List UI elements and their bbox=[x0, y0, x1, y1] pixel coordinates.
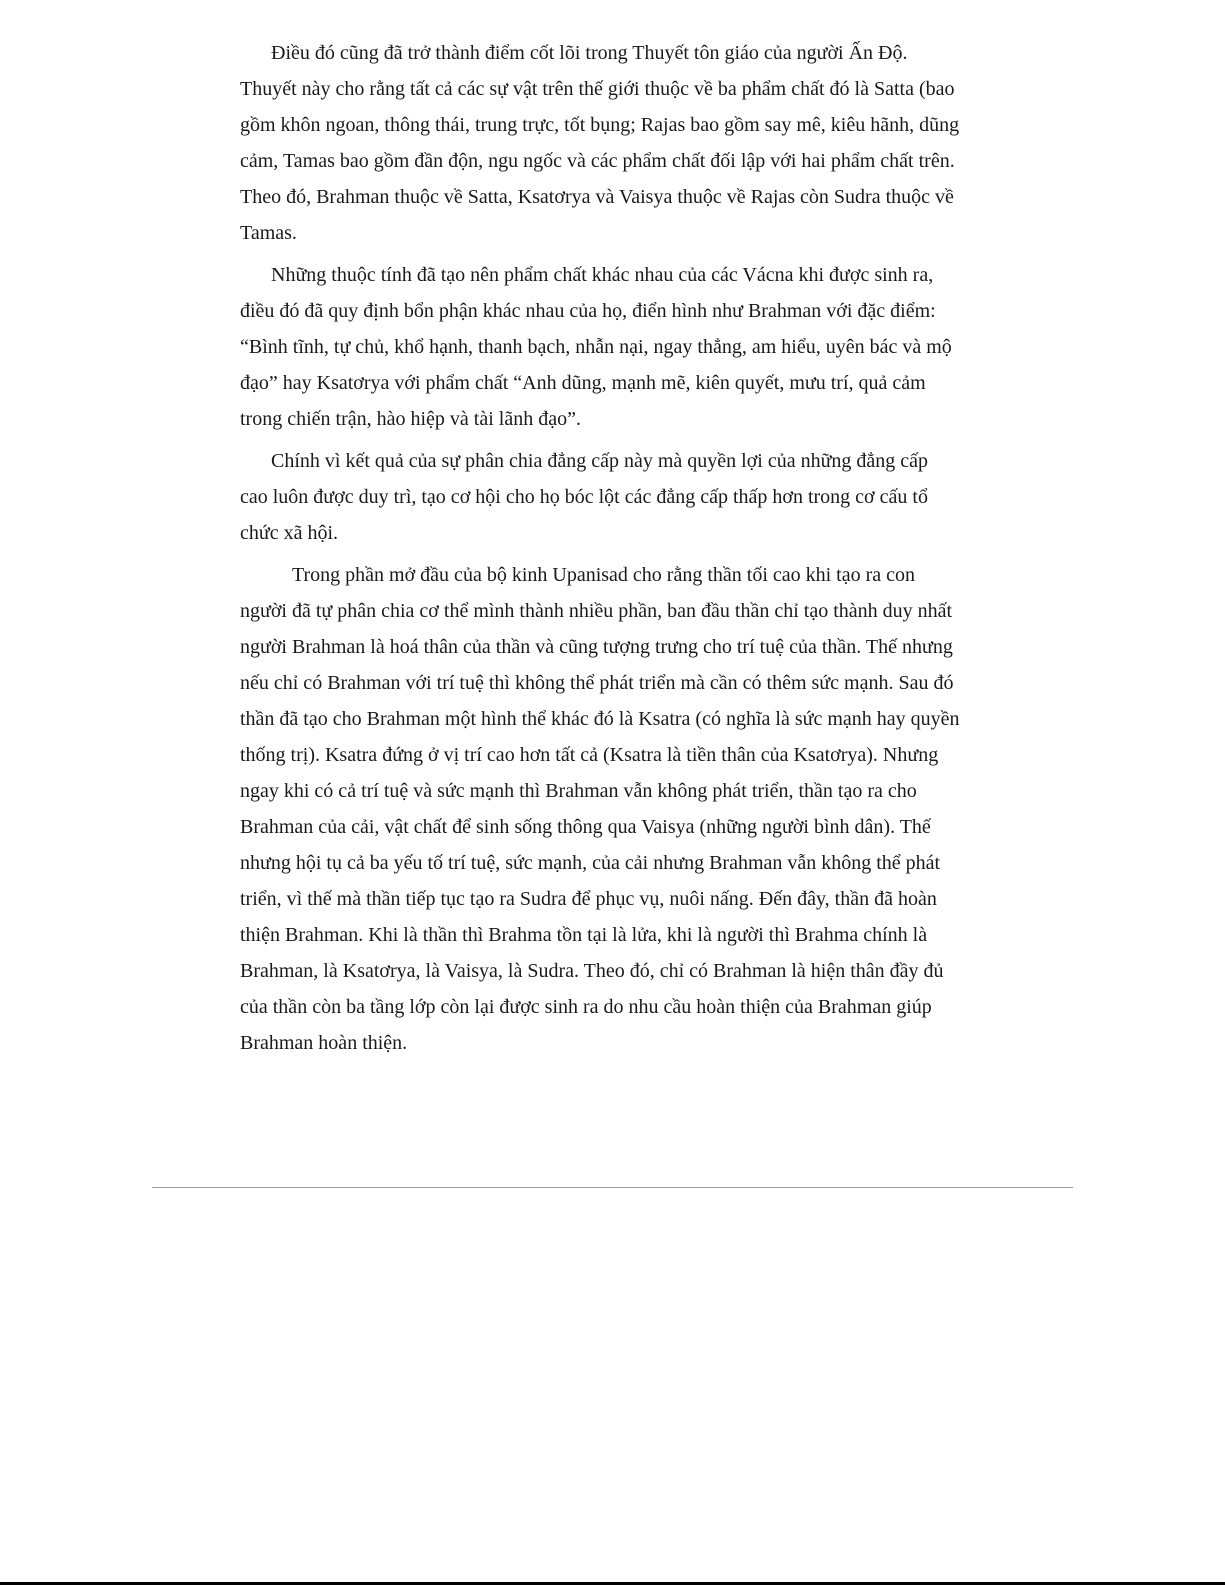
text-line: thần đã tạo cho Brahman một hình thể khác đó là Ksatra (có nghĩa là sức mạnh hay quyền bbox=[240, 708, 960, 730]
text-line: gồm khôn ngoan, thông thái, trung trực, tốt bụng; Rajas bao gồm say mê, kiêu hãnh, dũng bbox=[240, 114, 960, 136]
text-line: Thuyết này cho rằng tất cả các sự vật trên thế giới thuộc về ba phẩm chất đó là Satta (bao bbox=[240, 78, 955, 100]
text-line: nếu chỉ có Brahman với trí tuệ thì không thể phát triển mà cần có thêm sức mạnh. Sau đó bbox=[240, 672, 954, 694]
document-body bbox=[240, 35, 1000, 1061]
text-line: nhưng hội tụ cả ba yếu tố trí tuệ, sức mạnh, của cải nhưng Brahman vẫn không thể phát bbox=[240, 852, 941, 874]
text-line: Brahman, là Ksatơrya, là Vaisya, là Sudra. Theo đó, chỉ có Brahman là hiện thân đầy đủ bbox=[240, 960, 944, 982]
text-line: Chính vì kết quả của sự phân chia đẳng cấp này mà quyền lợi của những đẳng cấp bbox=[271, 450, 929, 472]
text-line: Brahman hoàn thiện. bbox=[240, 1032, 408, 1054]
text-line: ngay khi có cả trí tuệ và sức mạnh thì Brahman vẫn không phát triển, thần tạo ra cho bbox=[240, 780, 917, 802]
text-line: triển, vì thế mà thần tiếp tục tạo ra Sudra để phục vụ, nuôi nấng. Đến đây, thần đã hoàn bbox=[240, 888, 937, 910]
text-line: Điều đó cũng đã trở thành điểm cốt lõi trong Thuyết tôn giáo của người Ấn Độ. bbox=[271, 42, 908, 64]
text-line: Brahman của cải, vật chất để sinh sống thông qua Vaisya (những người bình dân). Thế bbox=[240, 816, 931, 838]
text-line: thống trị). Ksatra đứng ở vị trí cao hơn tất cả (Ksatra là tiền thân của Ksatơrya). Nhưng bbox=[240, 744, 939, 766]
text-line: đạo” hay Ksatơrya với phẩm chất “Anh dũng, mạnh mẽ, kiên quyết, mưu trí, quả cảm bbox=[240, 372, 926, 394]
text-line: trong chiến trận, hào hiệp và tài lãnh đạo”. bbox=[240, 408, 581, 430]
text-line: Tamas. bbox=[240, 222, 297, 244]
paragraph-caste-privilege bbox=[240, 443, 1000, 551]
paragraph-varna-duties bbox=[240, 257, 1000, 437]
paragraph-upanisad bbox=[240, 557, 1000, 1061]
text-line: chức xã hội. bbox=[240, 522, 339, 544]
text-line: người đã tự phân chia cơ thể mình thành nhiều phần, ban đầu thần chỉ tạo thành duy nhất bbox=[240, 600, 953, 622]
text-line: của thần còn ba tầng lớp còn lại được sinh ra do nhu cầu hoàn thiện của Brahman giúp bbox=[240, 996, 932, 1018]
text-line: Theo đó, Brahman thuộc về Satta, Ksatơrya và Vaisya thuộc về Rajas còn Sudra thuộc về bbox=[240, 186, 954, 208]
text-line: cảm, Tamas bao gồm đần độn, ngu ngốc và các phẩm chất đối lập với hai phẩm chất trên. bbox=[240, 150, 955, 172]
paragraph-gunas bbox=[240, 35, 1000, 251]
text-line: cao luôn được duy trì, tạo cơ hội cho họ bóc lột các đẳng cấp thấp hơn trong cơ cấu tổ bbox=[240, 486, 928, 508]
text-line: điều đó đã quy định bổn phận khác nhau của họ, điển hình như Brahman với đặc điểm: bbox=[240, 300, 936, 322]
text-line: thiện Brahman. Khi là thần thì Brahma tồn tại là lửa, khi là người thì Brahma chính là bbox=[240, 924, 928, 946]
text-line: “Bình tĩnh, tự chủ, khổ hạnh, thanh bạch, nhẫn nại, ngay thẳng, am hiểu, uyên bác và mộ bbox=[240, 336, 952, 358]
text-line: người Brahman là hoá thân của thần và cũng tượng trưng cho trí tuệ của thần. Thế nhưng bbox=[240, 636, 953, 658]
text-line: Những thuộc tính đã tạo nên phẩm chất khác nhau của các Vácna khi được sinh ra, bbox=[271, 264, 934, 286]
text-line: Trong phần mở đầu của bộ kinh Upanisad cho rằng thần tối cao khi tạo ra con bbox=[292, 564, 916, 586]
footnote-separator bbox=[152, 1187, 1073, 1188]
